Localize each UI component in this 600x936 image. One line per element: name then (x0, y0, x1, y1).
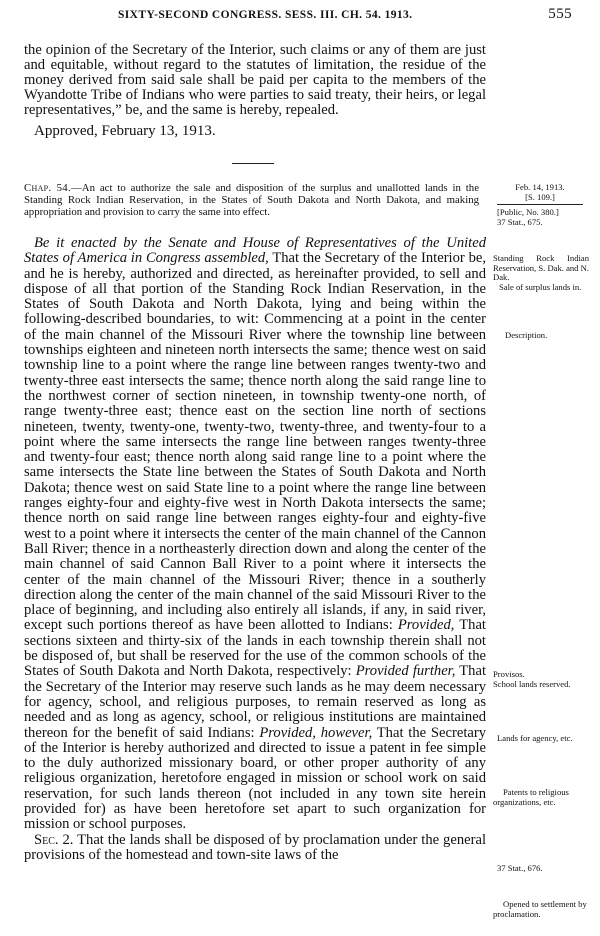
running-head-title: SIXTY-SECOND CONGRESS. SESS. III. CH. 54. 1913. (118, 9, 413, 21)
section-1-text-a: That the Secretary of the Interior be, and he is hereby, authorized and directed, as hereinafter provided, to sell and dispose of all that portion of the Standing Rock Indian Reservation, in the States of South Dakota and North Dakota, lying and being within the following-described boundaries, to wit: Commencing at a point in the center of the main channel of the Missouri River where the township line between townships eighteen and nineteen north intersects the same; thence west on said township line to a point where the range line between ranges twenty-two and twenty-three east intersects the same; thence north along the said range line to the northwest corner of section nineteen, in township twenty-one north, of range twenty-three east; thence east on the section line north of sections nineteen, twenty, twenty-one, twenty-two, twenty-three, and twenty-four to a point where the same intersects the range line between ranges twenty-three and twenty-four east; thence north along said range line to a point where the same intersects the State line between the States of South Dakota and North Dakota; thence west on said State line to a point where the range line between ranges eighty-four and eighty-five west in North Dakota intersects the same; thence north on said range line between ranges eighty-four and eighty-five west to a point where it intersects the center of the main channel of the Cannon Ball River; thence in a northeasterly direction down and along the center of the main channel of said Cannon Ball River to a point where it intersects the center of the main channel of the Missouri River; thence in a southerly direction along the center of the main channel of the said Missouri River to the place of beginning, and including also entirely all islands, if any, in said river, except such portions thereof as have been allotted to Indians: (24, 250, 486, 634)
section-2-label: Sec. 2. (34, 831, 74, 848)
running-head (0, 6, 600, 26)
chapter-title: —An act to authorize the sale and disposition of the surplus and unallotted lands in the Standing Rock Indian Reservation, in the States of South Dakota and North Dakota, and making appropriation and provision to carry the same into effect. (24, 182, 479, 219)
docket-statute: 37 Stat., 675. (497, 217, 543, 227)
chapter-label: Chap. 54. (24, 182, 71, 194)
margin-note-agency-lands: Lands for agency, etc. (497, 733, 573, 743)
margin-note-provisos: Provisos. (493, 669, 525, 679)
section-1-text-b: That sections sixteen and thirty-six of the lands in each township therein shall not be disposed of, but shall be reserved for the use of the common schools of the States of South Dakota and North Dakota, respectively: (24, 617, 486, 680)
section-2-text: That the lands shall be disposed of by proclamation under the general provisions of the homestead and town-site laws of the (24, 831, 486, 863)
approval-line: Approved, February 13, 1913. (34, 123, 216, 139)
docket-divider (497, 204, 583, 205)
section-1 (24, 236, 486, 833)
proviso-2: Provided further, (355, 663, 456, 680)
section-divider (232, 163, 274, 164)
margin-note-description: Description. (505, 330, 548, 340)
margin-note-opened: Opened to settlement by proclamation. (493, 899, 587, 919)
margin-note-patents: Patents to religious organizations, etc. (493, 787, 569, 807)
section-1-text-c: That the Secretary of the Interior may reserve such lands as he may deem necessary for agency, school, and religious purposes, to remain reserved as long as needed and as long as agency, school, or religious institutions are maintained thereon for the benefit of said Indians: (24, 663, 486, 741)
proviso-1: Provided, (397, 617, 455, 634)
margin-note-statute-676: 37 Stat., 676. (497, 863, 543, 873)
docket-public-number: [Public, No. 380.] (497, 207, 559, 217)
docket-note (497, 182, 583, 227)
act-body (24, 236, 486, 863)
docket-bill: [S. 109.] (525, 192, 555, 202)
margin-note-sale: Sale of surplus lands in. (499, 282, 582, 292)
page-number: 555 (548, 6, 572, 22)
enacting-clause: Be it enacted by the Senate and House of Representatives of the United States of America in Congress assembled, (24, 235, 486, 267)
docket-date: Feb. 14, 1913. (515, 182, 565, 192)
proviso-3: Provided, however, (259, 724, 373, 741)
section-2 (24, 833, 486, 864)
margin-note-school-lands: School lands reserved. (493, 679, 571, 689)
chapter-heading (24, 182, 479, 219)
margin-note-standing-rock: Standing Rock Indian Reservation, S. Dak. and N. Dak. (493, 253, 589, 283)
lead-paragraph: the opinion of the Secretary of the Interior, such claims or any of them are just and equitable, without regard to the statutes of limitation, the residue of the money derived from said sale shall be paid per capita to the members of the Wyandotte Tribe of Indians who were parties to said treaty, their heirs, or legal representatives,” be, and the same is hereby, repealed. (24, 41, 486, 119)
section-1-text-d: That the Secretary of the Interior is hereby authorized and directed to issue a patent in fee simple to the duly authorized missionary board, or other proper authority of any religious organization, heretofore engaged in mission or school work on said reservation, for such lands thereon (not included in any town site herein provided for) as have been heretofore set apart to such organization for mission or school purposes. (24, 724, 487, 833)
